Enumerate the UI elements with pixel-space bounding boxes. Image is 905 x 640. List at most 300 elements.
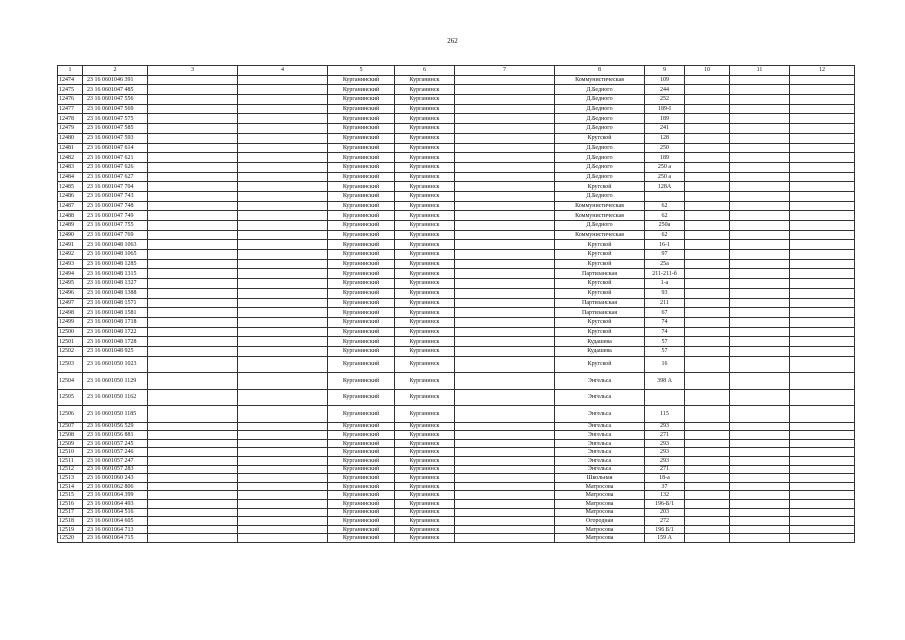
cell-col-11 xyxy=(730,431,790,440)
cell-col-1: 12514 xyxy=(58,482,83,491)
cell-col-6: Курганинск xyxy=(395,240,455,250)
cell-col-6: Курганинск xyxy=(395,288,455,298)
cell-col-7 xyxy=(455,508,555,517)
cell-col-11 xyxy=(730,288,790,298)
cell-col-1: 12504 xyxy=(58,373,83,390)
cell-col-6: Курганинск xyxy=(395,457,455,466)
column-header-1: 1 xyxy=(58,66,83,76)
cell-col-4 xyxy=(238,517,328,526)
cell-col-6: Курганинск xyxy=(395,230,455,240)
column-header-4: 4 xyxy=(238,66,328,76)
table-row xyxy=(58,534,855,543)
cell-col-3 xyxy=(148,221,238,231)
table-row xyxy=(58,439,855,448)
cell-col-3 xyxy=(148,95,238,105)
cell-col-10 xyxy=(685,448,730,457)
cell-col-12 xyxy=(790,250,855,260)
cell-col-8: Партизанская xyxy=(555,308,645,318)
cell-col-10 xyxy=(685,114,730,124)
cell-col-1: 12517 xyxy=(58,508,83,517)
column-header-6: 6 xyxy=(395,66,455,76)
cell-col-11 xyxy=(730,439,790,448)
cell-col-1: 12482 xyxy=(58,153,83,163)
cell-col-1: 12507 xyxy=(58,422,83,431)
cell-col-4 xyxy=(238,298,328,308)
cell-col-7 xyxy=(455,337,555,347)
table-row xyxy=(58,221,855,231)
cell-col-3 xyxy=(148,230,238,240)
cell-col-5: Курганинский xyxy=(328,499,395,508)
cell-col-12 xyxy=(790,465,855,474)
table-row xyxy=(58,230,855,240)
cell-col-4 xyxy=(238,499,328,508)
cell-col-8: Кругской xyxy=(555,259,645,269)
cell-col-7 xyxy=(455,114,555,124)
cell-col-2: 23 16 0601050 1129 xyxy=(83,373,148,390)
cell-col-9: 18-а xyxy=(645,474,685,483)
cell-col-2: 23 16 0601047 626 xyxy=(83,162,148,172)
cell-col-12 xyxy=(790,211,855,221)
cell-col-9: 128 xyxy=(645,133,685,143)
table-row xyxy=(58,491,855,500)
table-row xyxy=(58,406,855,423)
cell-col-11 xyxy=(730,499,790,508)
cell-col-7 xyxy=(455,448,555,457)
cell-col-6: Курганинск xyxy=(395,389,455,406)
cell-col-2: 23 16 0601048 1065 xyxy=(83,250,148,260)
cell-col-4 xyxy=(238,373,328,390)
cell-col-3 xyxy=(148,133,238,143)
cell-col-12 xyxy=(790,191,855,201)
cell-col-6: Курганинск xyxy=(395,406,455,423)
cell-col-9: 293 xyxy=(645,439,685,448)
cell-col-1: 12490 xyxy=(58,230,83,240)
cell-col-3 xyxy=(148,279,238,289)
cell-col-6: Курганинск xyxy=(395,133,455,143)
cell-col-5: Курганинский xyxy=(328,422,395,431)
cell-col-1: 12478 xyxy=(58,114,83,124)
cell-col-6: Курганинск xyxy=(395,75,455,85)
cell-col-1: 12509 xyxy=(58,439,83,448)
cell-col-5: Курганинский xyxy=(328,534,395,543)
cell-col-11 xyxy=(730,162,790,172)
table-row xyxy=(58,104,855,114)
table-row xyxy=(58,143,855,153)
cell-col-9: 250 xyxy=(645,143,685,153)
table-row xyxy=(58,153,855,163)
cell-col-1: 12508 xyxy=(58,431,83,440)
cell-col-3 xyxy=(148,389,238,406)
cell-col-10 xyxy=(685,201,730,211)
cell-col-3 xyxy=(148,211,238,221)
cell-col-8: Энгельса xyxy=(555,457,645,466)
cell-col-1: 12519 xyxy=(58,525,83,534)
cell-col-6: Курганинск xyxy=(395,95,455,105)
cell-col-8: Кругской xyxy=(555,327,645,337)
cell-col-12 xyxy=(790,448,855,457)
cell-col-7 xyxy=(455,75,555,85)
cell-col-1: 12497 xyxy=(58,298,83,308)
cell-col-12 xyxy=(790,327,855,337)
cell-col-2: 23 16 0601064 713 xyxy=(83,525,148,534)
cell-col-8: Матросова xyxy=(555,508,645,517)
cell-col-9: 272 xyxy=(645,517,685,526)
cell-col-6: Курганинск xyxy=(395,346,455,356)
cell-col-4 xyxy=(238,182,328,192)
cell-col-8: Матросова xyxy=(555,525,645,534)
cell-col-12 xyxy=(790,259,855,269)
cell-col-5: Курганинский xyxy=(328,153,395,163)
cell-col-3 xyxy=(148,448,238,457)
cell-col-12 xyxy=(790,182,855,192)
cell-col-8: Матросова xyxy=(555,482,645,491)
cell-col-1: 12484 xyxy=(58,172,83,182)
cell-col-7 xyxy=(455,491,555,500)
cell-col-8: Д.Бедного xyxy=(555,153,645,163)
cell-col-5: Курганинский xyxy=(328,448,395,457)
registry-table xyxy=(57,65,855,543)
cell-col-11 xyxy=(730,104,790,114)
cell-col-6: Курганинск xyxy=(395,327,455,337)
table-body xyxy=(58,75,855,542)
cell-col-9: 189 xyxy=(645,153,685,163)
cell-col-2: 23 16 0601057 246 xyxy=(83,448,148,457)
cell-col-9: 67 xyxy=(645,308,685,318)
cell-col-1: 12475 xyxy=(58,85,83,95)
cell-col-4 xyxy=(238,422,328,431)
cell-col-5: Курганинский xyxy=(328,337,395,347)
cell-col-4 xyxy=(238,279,328,289)
cell-col-7 xyxy=(455,482,555,491)
cell-col-3 xyxy=(148,75,238,85)
cell-col-9: 37 xyxy=(645,482,685,491)
cell-col-2: 23 16 0601057 247 xyxy=(83,457,148,466)
cell-col-9: 211 xyxy=(645,298,685,308)
cell-col-7 xyxy=(455,474,555,483)
cell-col-4 xyxy=(238,191,328,201)
cell-col-2: 23 16 0601057 283 xyxy=(83,465,148,474)
cell-col-4 xyxy=(238,269,328,279)
table-row xyxy=(58,327,855,337)
cell-col-1: 12498 xyxy=(58,308,83,318)
cell-col-3 xyxy=(148,308,238,318)
cell-col-4 xyxy=(238,201,328,211)
cell-col-5: Курганинский xyxy=(328,240,395,250)
cell-col-3 xyxy=(148,250,238,260)
cell-col-10 xyxy=(685,240,730,250)
cell-col-3 xyxy=(148,153,238,163)
cell-col-4 xyxy=(238,162,328,172)
table-row xyxy=(58,191,855,201)
cell-col-1: 12501 xyxy=(58,337,83,347)
cell-col-2: 23 16 0601056 529 xyxy=(83,422,148,431)
cell-col-3 xyxy=(148,317,238,327)
cell-col-6: Курганинск xyxy=(395,114,455,124)
cell-col-5: Курганинский xyxy=(328,482,395,491)
cell-col-11 xyxy=(730,465,790,474)
cell-col-2: 23 16 0601047 755 xyxy=(83,221,148,231)
cell-col-1: 12518 xyxy=(58,517,83,526)
cell-col-5: Курганинский xyxy=(328,346,395,356)
cell-col-7 xyxy=(455,250,555,260)
cell-col-5: Курганинский xyxy=(328,508,395,517)
table-row xyxy=(58,474,855,483)
cell-col-8: Энгельса xyxy=(555,389,645,406)
table-row xyxy=(58,373,855,390)
cell-col-6: Курганинск xyxy=(395,534,455,543)
cell-col-6: Курганинск xyxy=(395,250,455,260)
table-row xyxy=(58,508,855,517)
cell-col-11 xyxy=(730,327,790,337)
cell-col-9: 109 xyxy=(645,75,685,85)
cell-col-10 xyxy=(685,269,730,279)
table-row xyxy=(58,422,855,431)
cell-col-3 xyxy=(148,499,238,508)
cell-col-4 xyxy=(238,457,328,466)
table-row xyxy=(58,308,855,318)
cell-col-4 xyxy=(238,85,328,95)
cell-col-12 xyxy=(790,153,855,163)
cell-col-11 xyxy=(730,389,790,406)
cell-col-9: 16-1 xyxy=(645,240,685,250)
cell-col-2: 23 16 0601048 1581 xyxy=(83,308,148,318)
cell-col-1: 12485 xyxy=(58,182,83,192)
table-row xyxy=(58,517,855,526)
cell-col-9: 293 xyxy=(645,457,685,466)
cell-col-12 xyxy=(790,317,855,327)
cell-col-2: 23 16 0601064 715 xyxy=(83,534,148,543)
cell-col-7 xyxy=(455,317,555,327)
cell-col-4 xyxy=(238,474,328,483)
cell-col-7 xyxy=(455,182,555,192)
cell-col-6: Курганинск xyxy=(395,143,455,153)
cell-col-10 xyxy=(685,182,730,192)
cell-col-5: Курганинский xyxy=(328,298,395,308)
cell-col-2: 23 16 0601048 1063 xyxy=(83,240,148,250)
cell-col-6: Курганинск xyxy=(395,317,455,327)
cell-col-11 xyxy=(730,211,790,221)
cell-col-11 xyxy=(730,124,790,134)
cell-col-4 xyxy=(238,250,328,260)
cell-col-11 xyxy=(730,346,790,356)
cell-col-12 xyxy=(790,133,855,143)
cell-col-3 xyxy=(148,259,238,269)
cell-col-2: 23 16 0601048 1728 xyxy=(83,337,148,347)
cell-col-12 xyxy=(790,373,855,390)
cell-col-2: 23 16 0601048 1285 xyxy=(83,259,148,269)
cell-col-12 xyxy=(790,269,855,279)
cell-col-7 xyxy=(455,517,555,526)
cell-col-11 xyxy=(730,230,790,240)
cell-col-12 xyxy=(790,406,855,423)
cell-col-11 xyxy=(730,525,790,534)
cell-col-1: 12492 xyxy=(58,250,83,260)
cell-col-5: Курганинский xyxy=(328,75,395,85)
table-row xyxy=(58,211,855,221)
cell-col-10 xyxy=(685,133,730,143)
cell-col-8: Кругской xyxy=(555,317,645,327)
cell-col-10 xyxy=(685,327,730,337)
cell-col-10 xyxy=(685,482,730,491)
cell-col-7 xyxy=(455,133,555,143)
cell-col-10 xyxy=(685,308,730,318)
cell-col-11 xyxy=(730,279,790,289)
cell-col-2: 23 16 0601048 1571 xyxy=(83,298,148,308)
cell-col-8: Кругской xyxy=(555,279,645,289)
cell-col-6: Курганинск xyxy=(395,517,455,526)
cell-col-6: Курганинск xyxy=(395,422,455,431)
cell-col-12 xyxy=(790,201,855,211)
cell-col-6: Курганинск xyxy=(395,356,455,373)
cell-col-3 xyxy=(148,482,238,491)
cell-col-5: Курганинский xyxy=(328,114,395,124)
cell-col-7 xyxy=(455,269,555,279)
cell-col-2: 23 16 0601047 748 xyxy=(83,201,148,211)
cell-col-5: Курганинский xyxy=(328,308,395,318)
cell-col-4 xyxy=(238,221,328,231)
cell-col-9: 74 xyxy=(645,317,685,327)
cell-col-9: 203 xyxy=(645,508,685,517)
cell-col-10 xyxy=(685,143,730,153)
cell-col-2: 23 16 0601062 806 xyxy=(83,482,148,491)
cell-col-4 xyxy=(238,337,328,347)
cell-col-9: 62 xyxy=(645,201,685,211)
cell-col-6: Курганинск xyxy=(395,448,455,457)
cell-col-6: Курганинск xyxy=(395,191,455,201)
cell-col-2: 23 16 0601048 1315 xyxy=(83,269,148,279)
cell-col-12 xyxy=(790,114,855,124)
cell-col-5: Курганинский xyxy=(328,288,395,298)
cell-col-3 xyxy=(148,337,238,347)
table-row xyxy=(58,457,855,466)
cell-col-2: 23 16 0601064 493 xyxy=(83,499,148,508)
cell-col-10 xyxy=(685,288,730,298)
cell-col-2: 23 16 0601064 605 xyxy=(83,517,148,526)
column-header-7: 7 xyxy=(455,66,555,76)
cell-col-7 xyxy=(455,162,555,172)
cell-col-7 xyxy=(455,465,555,474)
column-header-12: 12 xyxy=(790,66,855,76)
cell-col-6: Курганинск xyxy=(395,172,455,182)
table-row xyxy=(58,259,855,269)
cell-col-10 xyxy=(685,250,730,260)
cell-col-11 xyxy=(730,240,790,250)
cell-col-3 xyxy=(148,457,238,466)
cell-col-12 xyxy=(790,240,855,250)
cell-col-8: Матросова xyxy=(555,491,645,500)
cell-col-1: 12494 xyxy=(58,269,83,279)
cell-col-11 xyxy=(730,172,790,182)
cell-col-6: Курганинск xyxy=(395,525,455,534)
cell-col-6: Курганинск xyxy=(395,279,455,289)
cell-col-11 xyxy=(730,269,790,279)
cell-col-5: Курганинский xyxy=(328,221,395,231)
cell-col-5: Курганинский xyxy=(328,279,395,289)
cell-col-3 xyxy=(148,162,238,172)
cell-col-1: 12513 xyxy=(58,474,83,483)
cell-col-2: 23 16 0601047 585 xyxy=(83,124,148,134)
column-header-10: 10 xyxy=(685,66,730,76)
cell-col-7 xyxy=(455,104,555,114)
cell-col-9: 293 xyxy=(645,448,685,457)
cell-col-11 xyxy=(730,406,790,423)
cell-col-8: Д.Бедного xyxy=(555,191,645,201)
cell-col-12 xyxy=(790,104,855,114)
cell-col-7 xyxy=(455,279,555,289)
cell-col-1: 12483 xyxy=(58,162,83,172)
cell-col-10 xyxy=(685,279,730,289)
table-row xyxy=(58,389,855,406)
table-row xyxy=(58,482,855,491)
cell-col-2: 23 16 0601050 1162 xyxy=(83,389,148,406)
cell-col-5: Курганинский xyxy=(328,95,395,105)
cell-col-6: Курганинск xyxy=(395,431,455,440)
cell-col-3 xyxy=(148,288,238,298)
cell-col-1: 12491 xyxy=(58,240,83,250)
cell-col-2: 23 16 0601048 1718 xyxy=(83,317,148,327)
cell-col-7 xyxy=(455,221,555,231)
cell-col-7 xyxy=(455,457,555,466)
cell-col-3 xyxy=(148,534,238,543)
cell-col-4 xyxy=(238,327,328,337)
table-row xyxy=(58,95,855,105)
table-row xyxy=(58,201,855,211)
cell-col-12 xyxy=(790,439,855,448)
cell-col-4 xyxy=(238,491,328,500)
cell-col-3 xyxy=(148,406,238,423)
cell-col-11 xyxy=(730,191,790,201)
cell-col-12 xyxy=(790,124,855,134)
cell-col-4 xyxy=(238,133,328,143)
cell-col-10 xyxy=(685,439,730,448)
cell-col-4 xyxy=(238,143,328,153)
cell-col-7 xyxy=(455,308,555,318)
cell-col-5: Курганинский xyxy=(328,124,395,134)
cell-col-12 xyxy=(790,534,855,543)
cell-col-8: Д.Бедного xyxy=(555,104,645,114)
cell-col-11 xyxy=(730,317,790,327)
cell-col-11 xyxy=(730,491,790,500)
cell-col-6: Курганинск xyxy=(395,211,455,221)
cell-col-12 xyxy=(790,422,855,431)
cell-col-10 xyxy=(685,457,730,466)
cell-col-4 xyxy=(238,172,328,182)
cell-col-3 xyxy=(148,525,238,534)
cell-col-10 xyxy=(685,162,730,172)
cell-col-4 xyxy=(238,448,328,457)
cell-col-12 xyxy=(790,95,855,105)
cell-col-5: Курганинский xyxy=(328,211,395,221)
cell-col-12 xyxy=(790,389,855,406)
table-row xyxy=(58,172,855,182)
cell-col-8: Кругской xyxy=(555,250,645,260)
cell-col-7 xyxy=(455,356,555,373)
cell-col-4 xyxy=(238,104,328,114)
cell-col-10 xyxy=(685,346,730,356)
cell-col-10 xyxy=(685,431,730,440)
cell-col-8: Кругской xyxy=(555,133,645,143)
cell-col-1: 12476 xyxy=(58,95,83,105)
cell-col-11 xyxy=(730,201,790,211)
table-row xyxy=(58,288,855,298)
cell-col-11 xyxy=(730,153,790,163)
cell-col-8: Д.Бедного xyxy=(555,172,645,182)
cell-col-5: Курганинский xyxy=(328,491,395,500)
cell-col-2: 23 16 0601047 704 xyxy=(83,182,148,192)
cell-col-1: 12516 xyxy=(58,499,83,508)
cell-col-5: Курганинский xyxy=(328,85,395,95)
column-header-8: 8 xyxy=(555,66,645,76)
